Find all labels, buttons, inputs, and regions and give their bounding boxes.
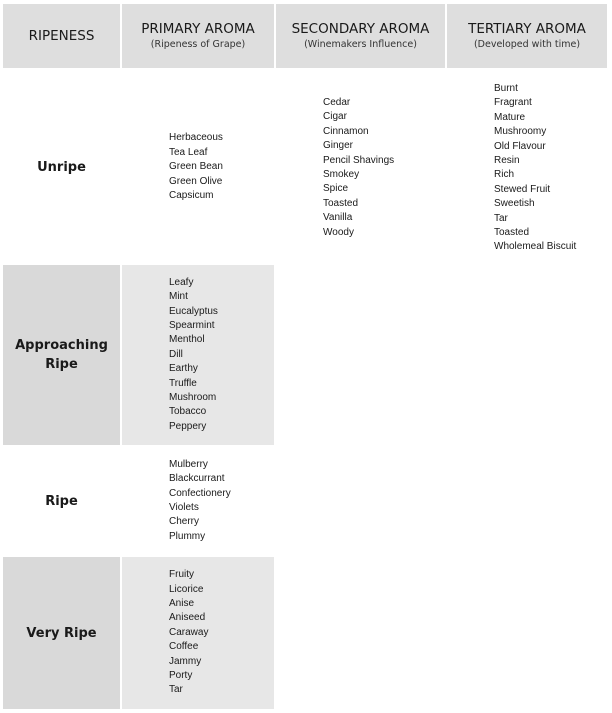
list-item: Confectionery: [169, 487, 231, 499]
ripeness-label: Unripe: [37, 160, 86, 175]
list-item: Capsicum: [169, 190, 214, 202]
secondary-aroma-cell: [323, 96, 394, 240]
aroma-list: [122, 458, 231, 544]
list-item: Tar: [494, 212, 508, 224]
list-item: Tobacco: [169, 406, 207, 418]
list-item: Jammy: [169, 655, 202, 667]
list-item: Tar: [169, 684, 183, 696]
list-item: Earthy: [169, 363, 198, 375]
aroma-list: [122, 131, 223, 203]
list-item: Burnt: [494, 83, 518, 94]
list-item: Leafy: [169, 276, 194, 288]
list-item: Porty: [169, 670, 193, 682]
ripeness-label: Approaching Ripe: [3, 265, 120, 445]
header-title: SECONDARY AROMA: [291, 21, 430, 37]
list-item: Fragrant: [494, 97, 532, 109]
list-item: Licorice: [169, 583, 204, 595]
ripeness-label: Ripe: [45, 493, 78, 509]
list-item: Green Bean: [169, 161, 223, 173]
aroma-list: [323, 96, 394, 240]
list-item: Cedar: [323, 97, 351, 108]
header-title: TERTIARY AROMA: [468, 21, 586, 37]
list-item: Fruity: [169, 569, 194, 581]
list-item: Vanilla: [323, 212, 353, 224]
primary-aroma-cell: [122, 447, 274, 555]
list-item: Ginger: [323, 140, 354, 152]
list-item: Spice: [323, 183, 349, 195]
list-item: Sweetish: [494, 198, 535, 210]
list-item: Cinnamon: [323, 125, 369, 137]
aroma-list: [494, 82, 576, 255]
primary-aroma-cell: [122, 72, 274, 263]
list-item: Toasted: [323, 197, 359, 209]
list-item: Dill: [169, 348, 183, 360]
list-item: Peppery: [169, 420, 207, 432]
header-title: RIPENESS: [28, 28, 95, 44]
list-item: Rich: [494, 169, 515, 181]
header-subtitle: (Ripeness of Grape): [150, 39, 246, 50]
list-item: Caraway: [169, 626, 209, 638]
list-item: Mature: [494, 111, 526, 123]
list-item: Toasted: [494, 227, 530, 239]
list-item: Plummy: [169, 530, 206, 542]
list-item: Menthol: [169, 334, 205, 346]
header-ripeness: [3, 4, 120, 68]
list-item: Mulberry: [169, 458, 208, 470]
list-item: Mint: [169, 291, 188, 303]
header-subtitle: (Developed with time): [473, 39, 581, 50]
aroma-list: [122, 568, 208, 698]
list-item: Wholemeal Biscuit: [494, 241, 577, 253]
list-item: Truffle: [169, 377, 197, 389]
aroma-list: [122, 276, 218, 434]
list-item: Old Flavour: [494, 140, 546, 152]
list-item: Green Olive: [169, 175, 223, 187]
header-tertiary: [447, 4, 607, 68]
list-item: Mushroom: [169, 392, 217, 404]
list-item: Resin: [494, 155, 520, 167]
list-item: Smokey: [323, 169, 360, 181]
list-item: Woody: [323, 226, 354, 238]
list-item: Anise: [169, 597, 195, 609]
list-item: Pencil Shavings: [323, 154, 395, 166]
ripeness-label: Very Ripe: [3, 557, 120, 709]
list-item: Herbaceous: [169, 132, 223, 144]
list-item: Spearmint: [169, 319, 215, 331]
list-item: Blackcurrant: [169, 473, 225, 485]
header-primary: [122, 4, 274, 68]
list-item: Aniseed: [169, 612, 206, 624]
header-title: PRIMARY AROMA: [141, 21, 255, 37]
primary-aroma-cell: [122, 557, 274, 709]
list-item: Cherry: [169, 516, 200, 528]
list-item: Stewed Fruit: [494, 183, 551, 195]
header-secondary: [276, 4, 445, 68]
primary-aroma-cell: [122, 265, 274, 445]
list-item: Mushroomy: [494, 126, 547, 138]
list-item: Tea Leaf: [169, 146, 208, 158]
tertiary-aroma-cell: [494, 82, 576, 255]
list-item: Coffee: [169, 641, 199, 653]
list-item: Violets: [169, 502, 199, 513]
list-item: Eucalyptus: [169, 305, 218, 317]
list-item: Cigar: [323, 111, 347, 123]
header-subtitle: (Winemakers Influence): [304, 39, 417, 50]
